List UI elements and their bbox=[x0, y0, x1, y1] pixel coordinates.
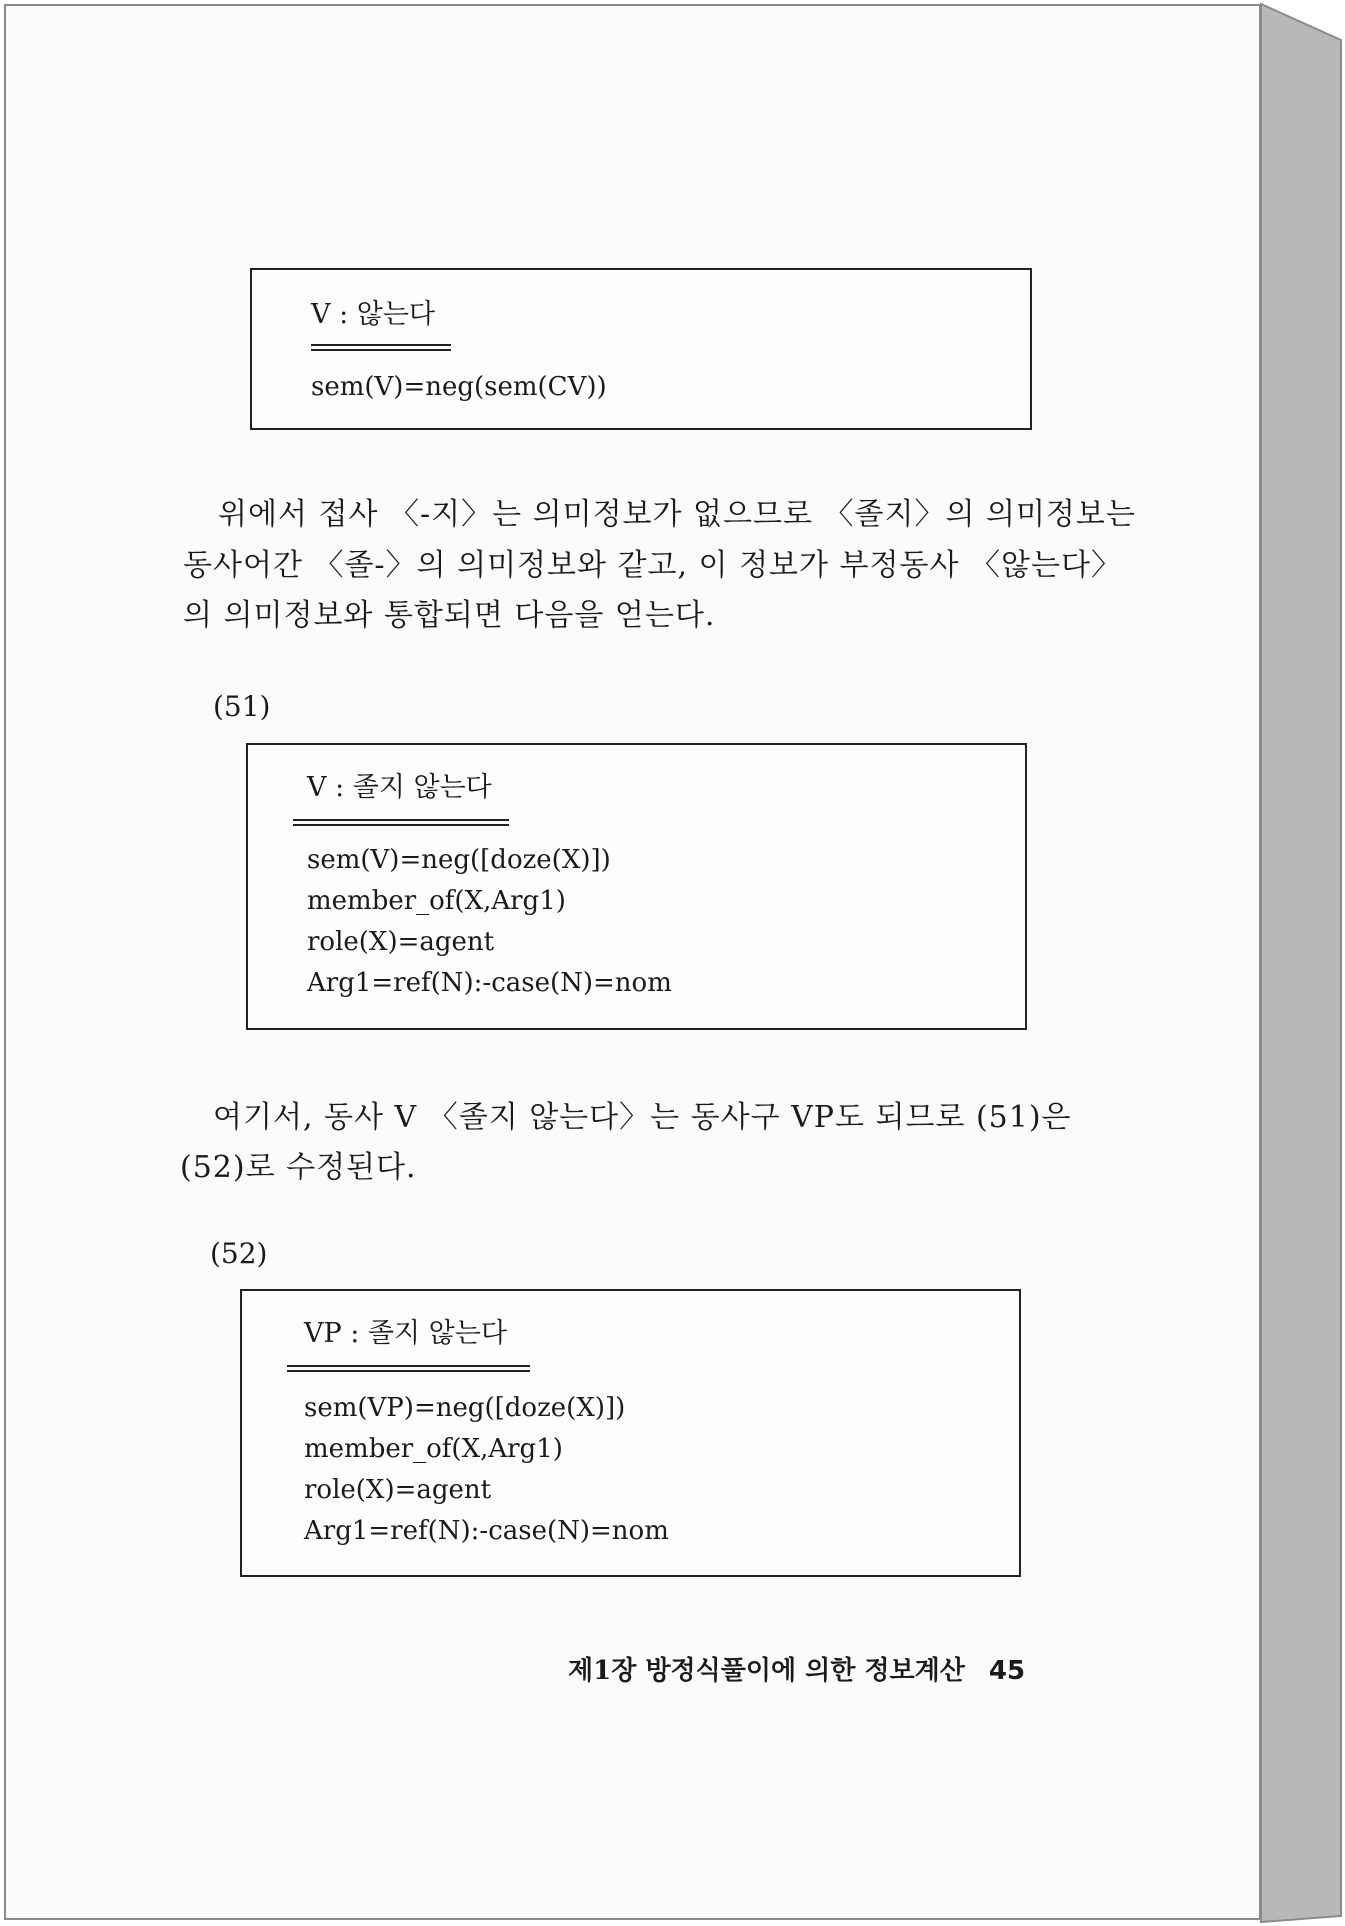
example-number: (51) bbox=[213, 690, 271, 723]
feature-box-51 bbox=[246, 743, 1027, 1030]
box-line: sem(V)=neg([doze(X)]) bbox=[307, 845, 611, 875]
box-line: member_of(X,Arg1) bbox=[307, 886, 566, 916]
paragraph-line: 의 의미정보와 통합되면 다음을 얻는다. bbox=[183, 598, 716, 633]
page-number: 45 bbox=[988, 1656, 1026, 1686]
example-number: (52) bbox=[210, 1237, 268, 1270]
box-line: Arg1=ref(N):-case(N)=nom bbox=[307, 968, 672, 998]
paragraph-line: 위에서 접사 〈-지〉는 의미정보가 없으므로 〈졸지〉의 의미정보는 bbox=[218, 497, 1136, 532]
double-rule bbox=[311, 344, 451, 351]
double-rule bbox=[293, 819, 509, 826]
box-title: V : 졸지 않는다 bbox=[307, 772, 492, 803]
box-line: sem(V)=neg(sem(CV)) bbox=[311, 372, 607, 402]
running-footer bbox=[568, 1650, 1025, 1687]
paragraph-line: 여기서, 동사 V 〈졸지 않는다〉는 동사구 VP도 되므로 (51)은 bbox=[213, 1100, 1072, 1135]
feature-box-1 bbox=[250, 268, 1032, 430]
box-line: sem(VP)=neg([doze(X)]) bbox=[304, 1393, 626, 1423]
chapter-title: 제1장 방정식풀이에 의한 정보계산 bbox=[568, 1656, 965, 1686]
feature-box-52 bbox=[240, 1289, 1021, 1577]
double-rule bbox=[287, 1365, 530, 1372]
box-title: VP : 졸지 않는다 bbox=[304, 1318, 507, 1349]
box-title: V : 않는다 bbox=[311, 299, 436, 330]
box-line: role(X)=agent bbox=[307, 927, 495, 957]
paragraph-line: 동사어간 〈졸-〉의 의미정보와 같고, 이 정보가 부정동사 〈않는다〉 bbox=[183, 548, 1122, 583]
box-line: role(X)=agent bbox=[304, 1475, 492, 1505]
box-line: Arg1=ref(N):-case(N)=nom bbox=[304, 1516, 669, 1546]
paragraph-line: (52)로 수정된다. bbox=[180, 1150, 417, 1185]
box-line: member_of(X,Arg1) bbox=[304, 1434, 563, 1464]
